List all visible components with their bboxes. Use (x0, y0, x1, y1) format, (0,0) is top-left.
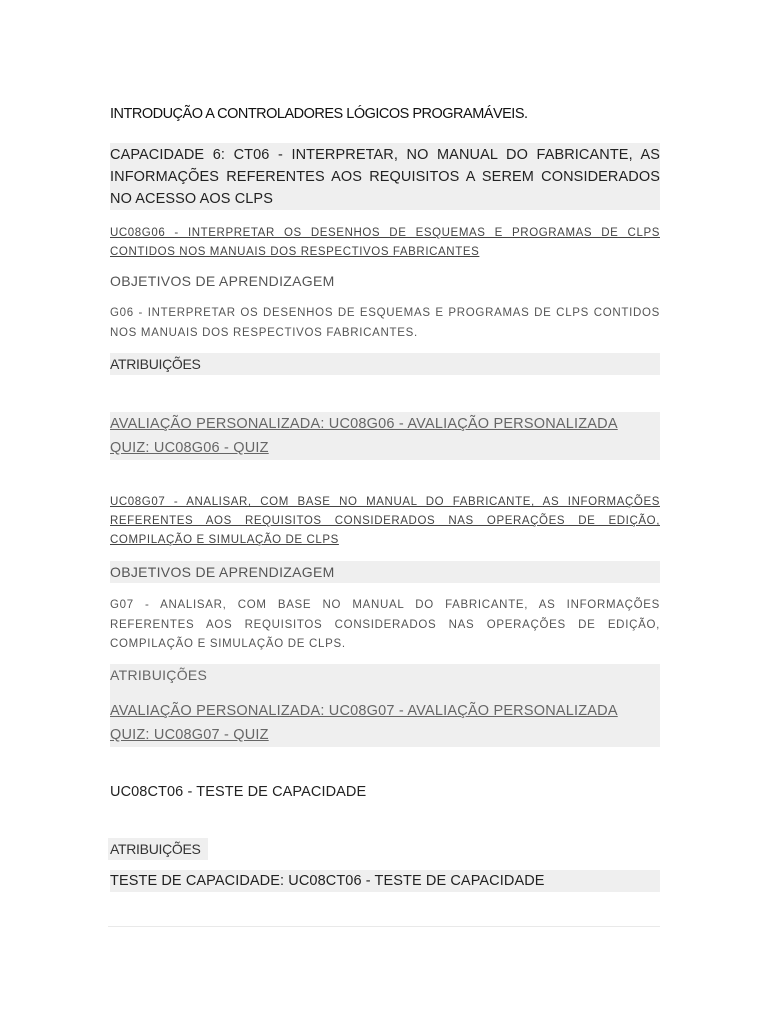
uc08g06-objetivos-label: OBJETIVOS DE APRENDIZAGEM (110, 273, 335, 289)
uc08g06-objetivo-text: G06 - INTERPRETAR OS DESENHOS DE ESQUEMAS E PROGRAMAS DE CLPS CONTIDOS NOS MANUAIS DOS RESPECTIVOS FABRICANTES. (110, 307, 660, 339)
uc08g07-title: UC08G07 - ANALISAR, COM BASE NO MANUAL DO FABRICANTE, AS INFORMAÇÕES REFERENTES AOS REQUISITOS CONSIDERADOS NAS OPERAÇÕES DE EDIÇÃO, COMPILAÇÃO E SIMULAÇÃO DE CLPS (110, 496, 660, 546)
uc08g07-avaliacao-link[interactable]: AVALIAÇÃO PERSONALIZADA: UC08G07 - AVALIAÇÃO PERSONALIZADA (110, 703, 618, 719)
uc08ct06-atribuicoes-label: ATRIBUIÇÕES (108, 838, 208, 860)
uc08g07-atribuicoes-box (110, 664, 660, 747)
divider (108, 926, 660, 927)
uc08g06-atribuicoes-label: ATRIBUIÇÕES (110, 353, 660, 375)
uc08ct06-teste-link[interactable]: TESTE DE CAPACIDADE: UC08CT06 - TESTE DE CAPACIDADE (110, 870, 660, 892)
uc08g06-avaliacao-link[interactable]: AVALIAÇÃO PERSONALIZADA: UC08G06 - AVALIAÇÃO PERSONALIZADA (110, 416, 618, 432)
page-title: INTRODUÇÃO A CONTROLADORES LÓGICOS PROGRAMÁVEIS. (110, 106, 528, 122)
uc08g07-atribuicoes-label: ATRIBUIÇÕES (110, 667, 208, 683)
uc08g06-title: UC08G06 - INTERPRETAR OS DESENHOS DE ESQUEMAS E PROGRAMAS DE CLPS CONTIDOS NOS MANUAIS DOS RESPECTIVOS FABRICANTES (110, 227, 660, 258)
uc08g07-quiz-link[interactable]: QUIZ: UC08G07 - QUIZ (110, 727, 269, 743)
uc08ct06-title: UC08CT06 - TESTE DE CAPACIDADE (110, 784, 367, 800)
uc08g07-objetivos-label: OBJETIVOS DE APRENDIZAGEM (110, 561, 660, 583)
uc08g07-objetivo-text: G07 - ANALISAR, COM BASE NO MANUAL DO FABRICANTE, AS INFORMAÇÕES REFERENTES AOS REQUISITOS CONSIDERADOS NAS OPERAÇÕES DE EDIÇÃO, COMPILAÇÃO E SIMULAÇÃO DE CLPS. (110, 599, 660, 650)
uc08g06-atribuicoes-box (110, 412, 660, 460)
capacidade-heading: CAPACIDADE 6: CT06 - INTERPRETAR, NO MANUAL DO FABRICANTE, AS INFORMAÇÕES REFERENTES AOS REQUISITOS A SEREM CONSIDERADOS NO ACESSO AOS CLPS (110, 143, 660, 210)
uc08g06-quiz-link[interactable]: QUIZ: UC08G06 - QUIZ (110, 440, 269, 456)
